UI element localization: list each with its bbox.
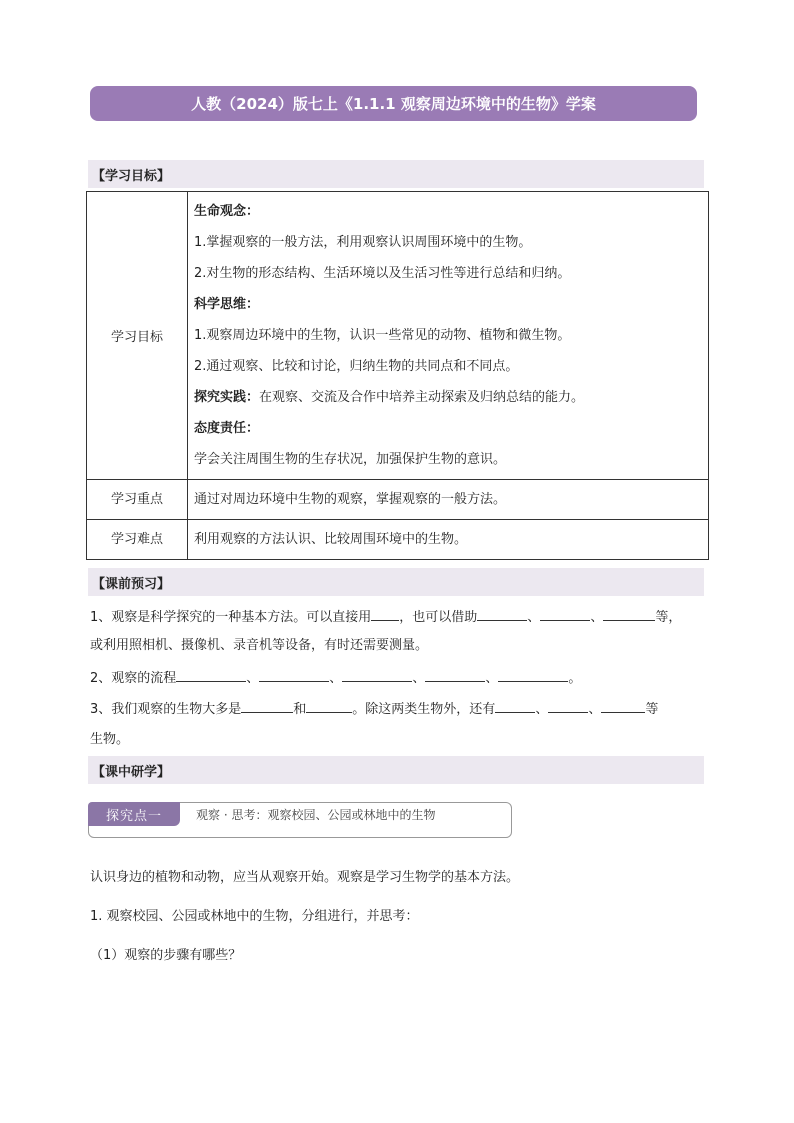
goal-heading-scientific-thinking: 科学思维： <box>194 297 260 312</box>
goal-line: 1.掌握观察的一般方法，利用观察认识周围环境中的生物。 <box>194 235 532 250</box>
answer-blank[interactable] <box>241 698 293 713</box>
answer-blank[interactable] <box>477 606 527 621</box>
question-text: 2、观察的流程 <box>90 671 177 686</box>
answer-blank[interactable] <box>601 698 645 713</box>
answer-blank[interactable] <box>342 667 412 682</box>
question-text: 。 <box>568 671 582 686</box>
goals-content <box>188 192 709 480</box>
goal-line-inquiry <box>194 382 702 413</box>
question-text: 和 <box>293 702 307 717</box>
answer-blank[interactable] <box>306 698 352 713</box>
difficulties-label: 学习难点 <box>87 520 188 560</box>
answer-blank[interactable] <box>498 667 568 682</box>
preview-question-3-line2: 生物。 <box>90 732 130 747</box>
question-text: 1、观察是科学探究的一种基本方法。可以直接用 <box>90 610 372 625</box>
key-points-content: 通过对周边环境中生物的观察，掌握观察的一般方法。 <box>188 480 709 520</box>
answer-blank[interactable] <box>603 606 655 621</box>
goals-label: 学习目标 <box>87 192 188 480</box>
preview-question-1-line2: 或利用照相机、摄像机、录音机等设备，有时还需要测量。 <box>90 638 429 653</box>
answer-blank[interactable] <box>259 667 329 682</box>
goal-inquiry-text: 在观察、交流及合作中培养主动探索及归纳总结的能力。 <box>259 390 585 405</box>
question-text: 。除这两类生物外，还有 <box>352 702 496 717</box>
goal-line: 1.观察周边环境中的生物，认识一些常见的动物、植物和微生物。 <box>194 328 571 343</box>
document-title: 人教（2024）版七上《1.1.1 观察周边环境中的生物》学案 <box>90 86 697 121</box>
separator: 、 <box>412 671 426 686</box>
answer-blank[interactable] <box>548 698 588 713</box>
answer-blank[interactable] <box>425 667 485 682</box>
goal-heading-attitude: 态度责任： <box>194 421 260 436</box>
difficulties-content: 利用观察的方法认识、比较周围环境中的生物。 <box>188 520 709 560</box>
answer-blank[interactable] <box>176 667 246 682</box>
question-text: ，也可以借助 <box>399 610 478 625</box>
table-row <box>87 192 709 480</box>
separator: 、 <box>527 610 541 625</box>
table-row <box>87 480 709 520</box>
question-text: 等， <box>655 610 682 625</box>
separator: 、 <box>590 610 604 625</box>
section-header-preview: 【课前预习】 <box>88 568 704 596</box>
preview-question-2 <box>90 667 710 689</box>
preview-question-3 <box>90 698 710 720</box>
goal-heading-inquiry: 探究实践： <box>194 390 260 405</box>
separator: 、 <box>246 671 260 686</box>
preview-question-1 <box>90 606 710 628</box>
goal-line: 2.通过观察、比较和讨论，归纳生物的共同点和不同点。 <box>194 359 519 374</box>
goal-heading-life-concept: 生命观念： <box>194 204 260 219</box>
section-header-goals: 【学习目标】 <box>88 160 704 188</box>
answer-blank[interactable] <box>371 606 399 621</box>
section-header-study: 【课中研学】 <box>88 756 704 784</box>
explore-point-tag: 探究点一 <box>88 802 180 826</box>
separator: 、 <box>329 671 343 686</box>
goal-line: 学会关注周围生物的生存状况，加强保护生物的意识。 <box>194 452 507 467</box>
table-row <box>87 520 709 560</box>
question-text: 等 <box>645 702 659 717</box>
explore-point-title: 观察 · 思考：观察校园、公园或林地中的生物 <box>196 808 436 822</box>
answer-blank[interactable] <box>540 606 590 621</box>
key-points-label: 学习重点 <box>87 480 188 520</box>
goal-line: 2.对生物的形态结构、生活环境以及生活习性等进行总结和归纳。 <box>194 266 571 281</box>
body-question: （1）观察的步骤有哪些？ <box>90 948 242 963</box>
separator: 、 <box>588 702 602 717</box>
answer-blank[interactable] <box>495 698 535 713</box>
goals-table <box>86 191 709 560</box>
body-paragraph: 认识身边的植物和动物，应当从观察开始。观察是学习生物学的基本方法。 <box>90 870 520 885</box>
separator: 、 <box>485 671 499 686</box>
question-text: 3、我们观察的生物大多是 <box>90 702 242 717</box>
separator: 、 <box>535 702 549 717</box>
body-paragraph: 1. 观察校园、公园或林地中的生物，分组进行，并思考： <box>90 909 419 924</box>
